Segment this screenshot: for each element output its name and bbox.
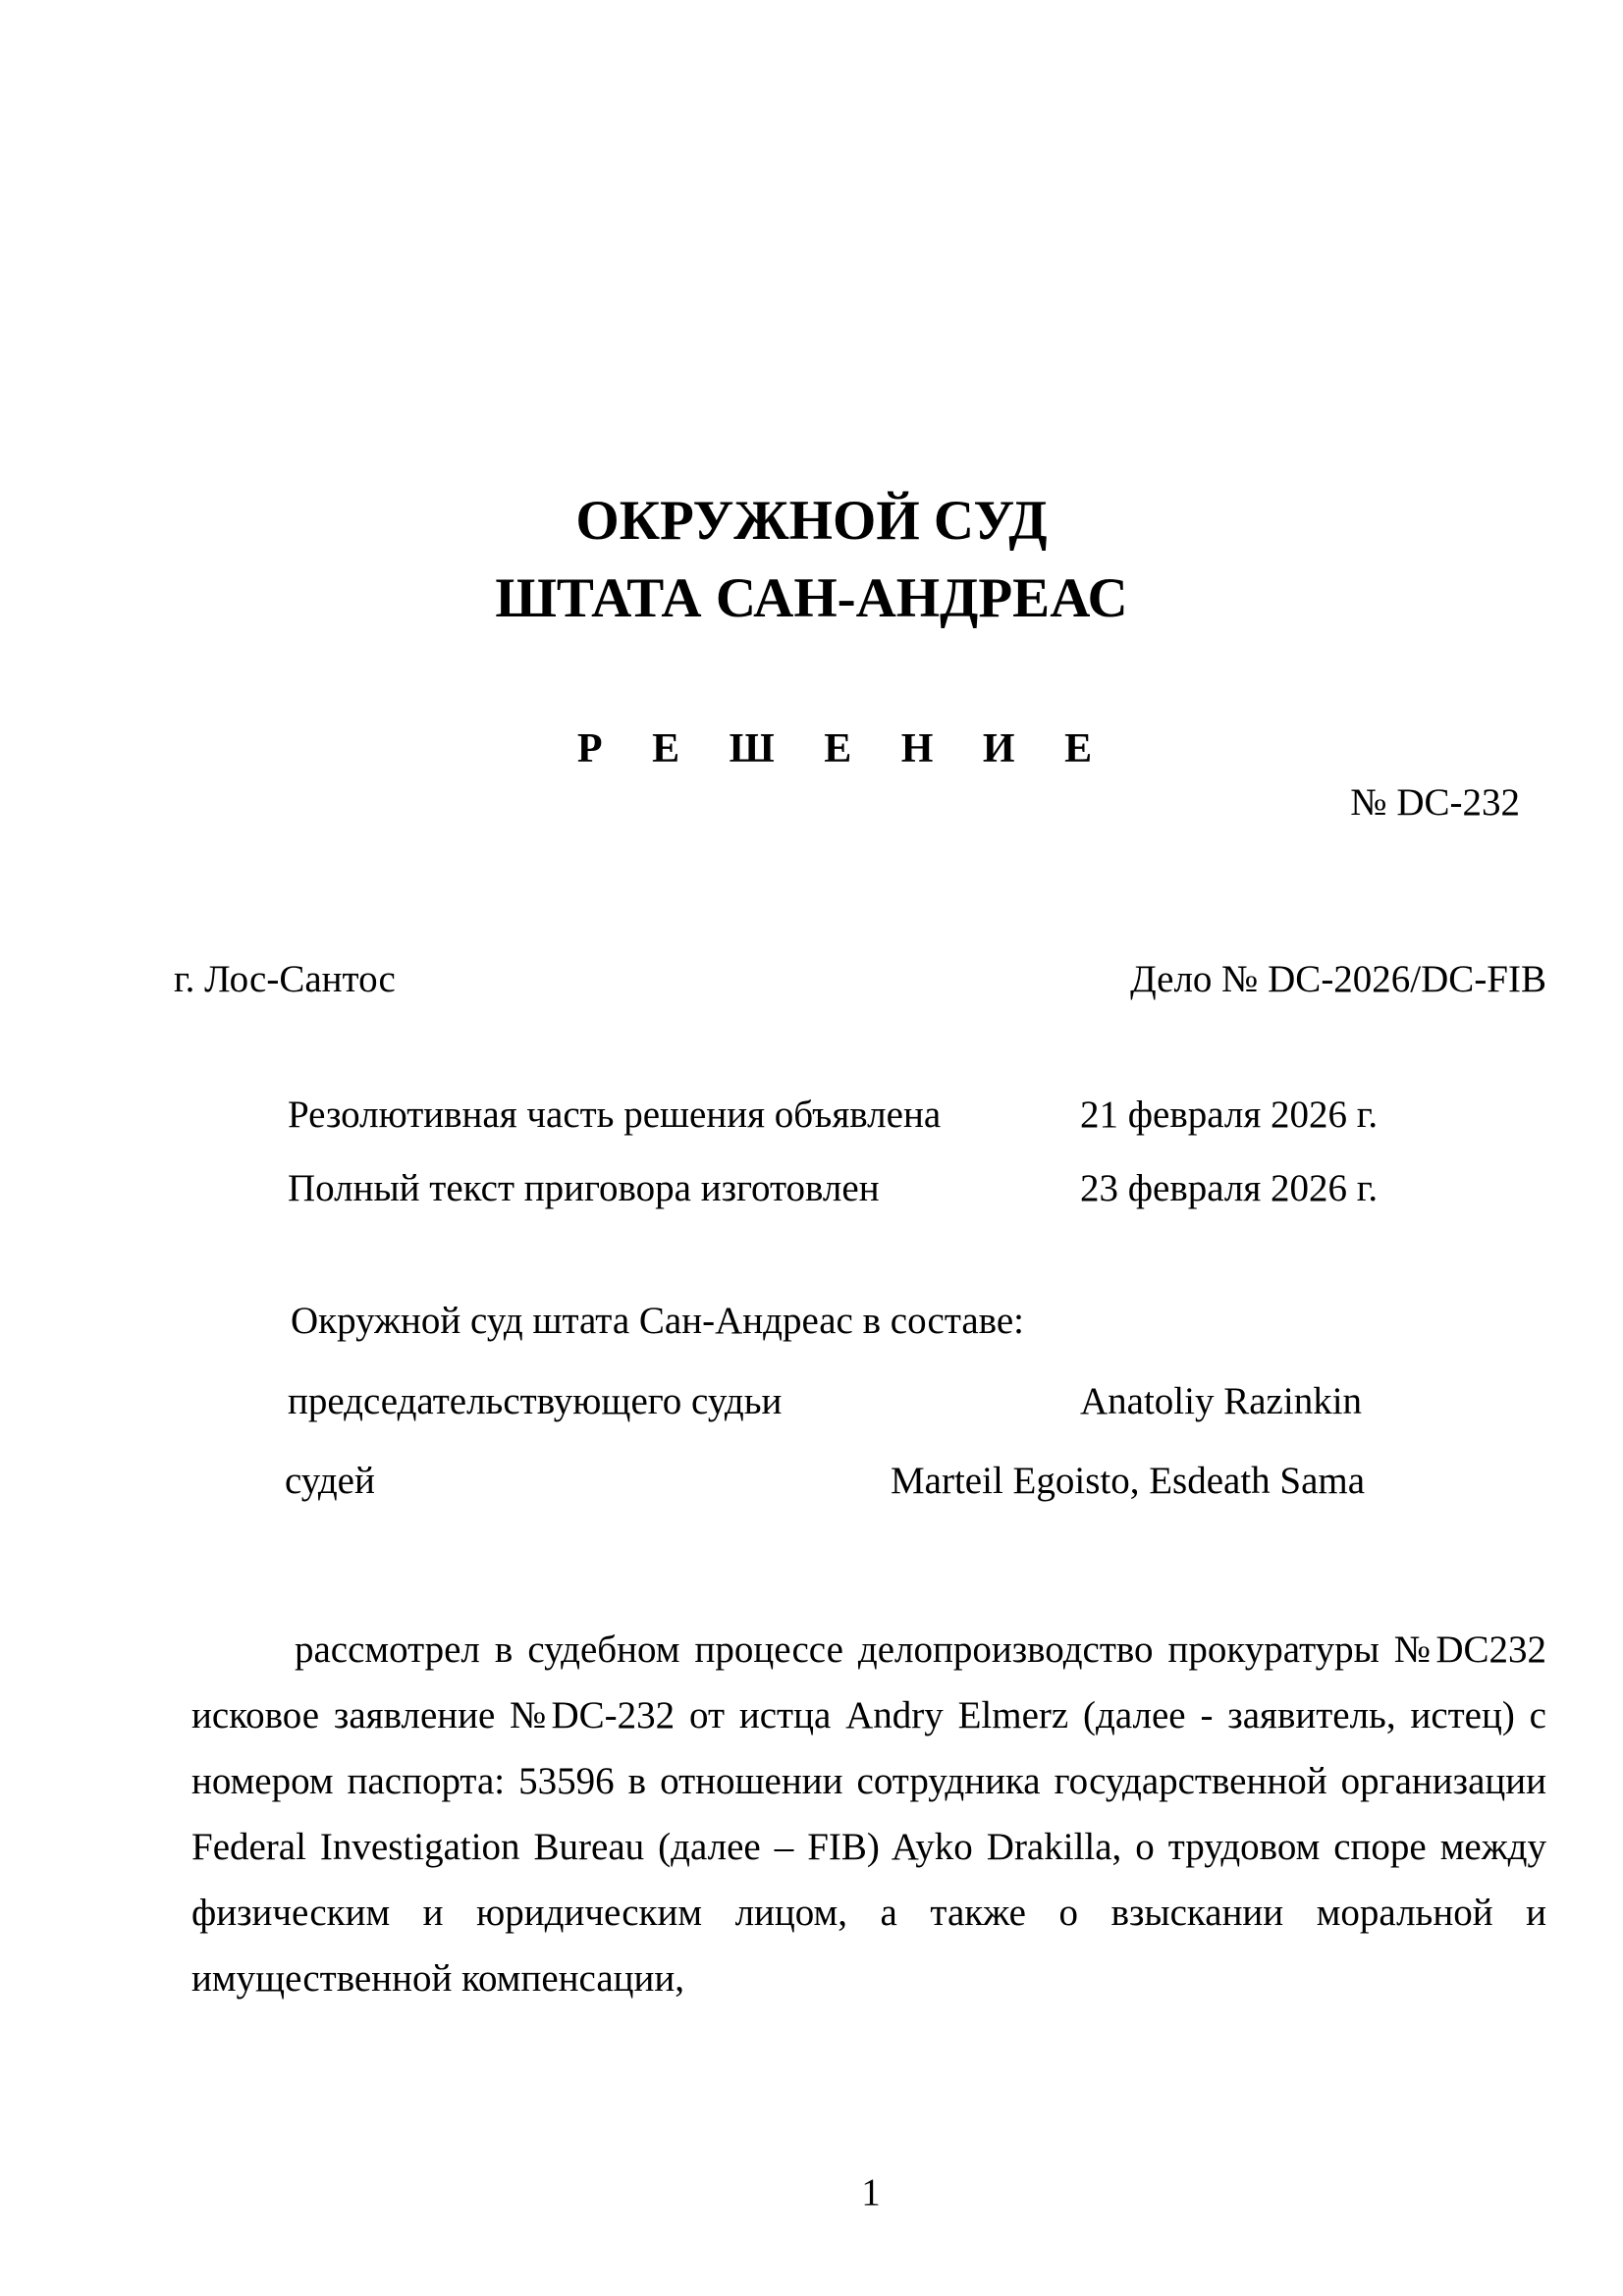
case-number: Дело № DC-2026/DC-FIB — [1130, 958, 1546, 1000]
date-label-full-text: Полный текст приговора изготовлен — [288, 1167, 880, 1209]
date-value-full-text: 23 февраля 2026 г. — [1080, 1167, 1379, 1209]
court-title-line2: ШТАТА САН-АНДРЕАС — [495, 567, 1128, 629]
page-number: 1 — [861, 2171, 881, 2214]
composition-intro: Окружной суд штата Сан-Андреас в составе: — [291, 1300, 1025, 1342]
judges-label: судей — [285, 1460, 375, 1502]
presiding-judge-name: Anatoliy Razinkin — [1080, 1380, 1363, 1422]
decision-number: № DC-232 — [1350, 781, 1520, 824]
presiding-judge-label: председательствующего судьи — [288, 1380, 783, 1422]
date-value-announced: 21 февраля 2026 г. — [1080, 1094, 1379, 1136]
body-paragraph: рассмотрел в судебном процессе делопроизводство прокуратуры №DC232 исковое заявление №DC-232 от истца Andry Elmerz (далее - заявитель, истец) с номером паспорта: 53596 в отношении сотрудника государственной организации Federal Investigation Bureau (далее – FIB) Ayko Drakilla, о трудовом споре между физическим и юридическим лицом, а также о взыскании моральной и имущественной компенсации, — [191, 1629, 1546, 2000]
court-title-line1: ОКРУЖНОЙ СУД — [575, 490, 1048, 552]
date-label-announced: Резолютивная часть решения объявлена — [288, 1094, 942, 1136]
document-type-heading: Р Е Ш Е Н И Е — [576, 726, 1112, 772]
judges-names: Marteil Egoisto, Esdeath Sama — [891, 1460, 1366, 1502]
city: г. Лос-Сантос — [174, 958, 396, 1000]
